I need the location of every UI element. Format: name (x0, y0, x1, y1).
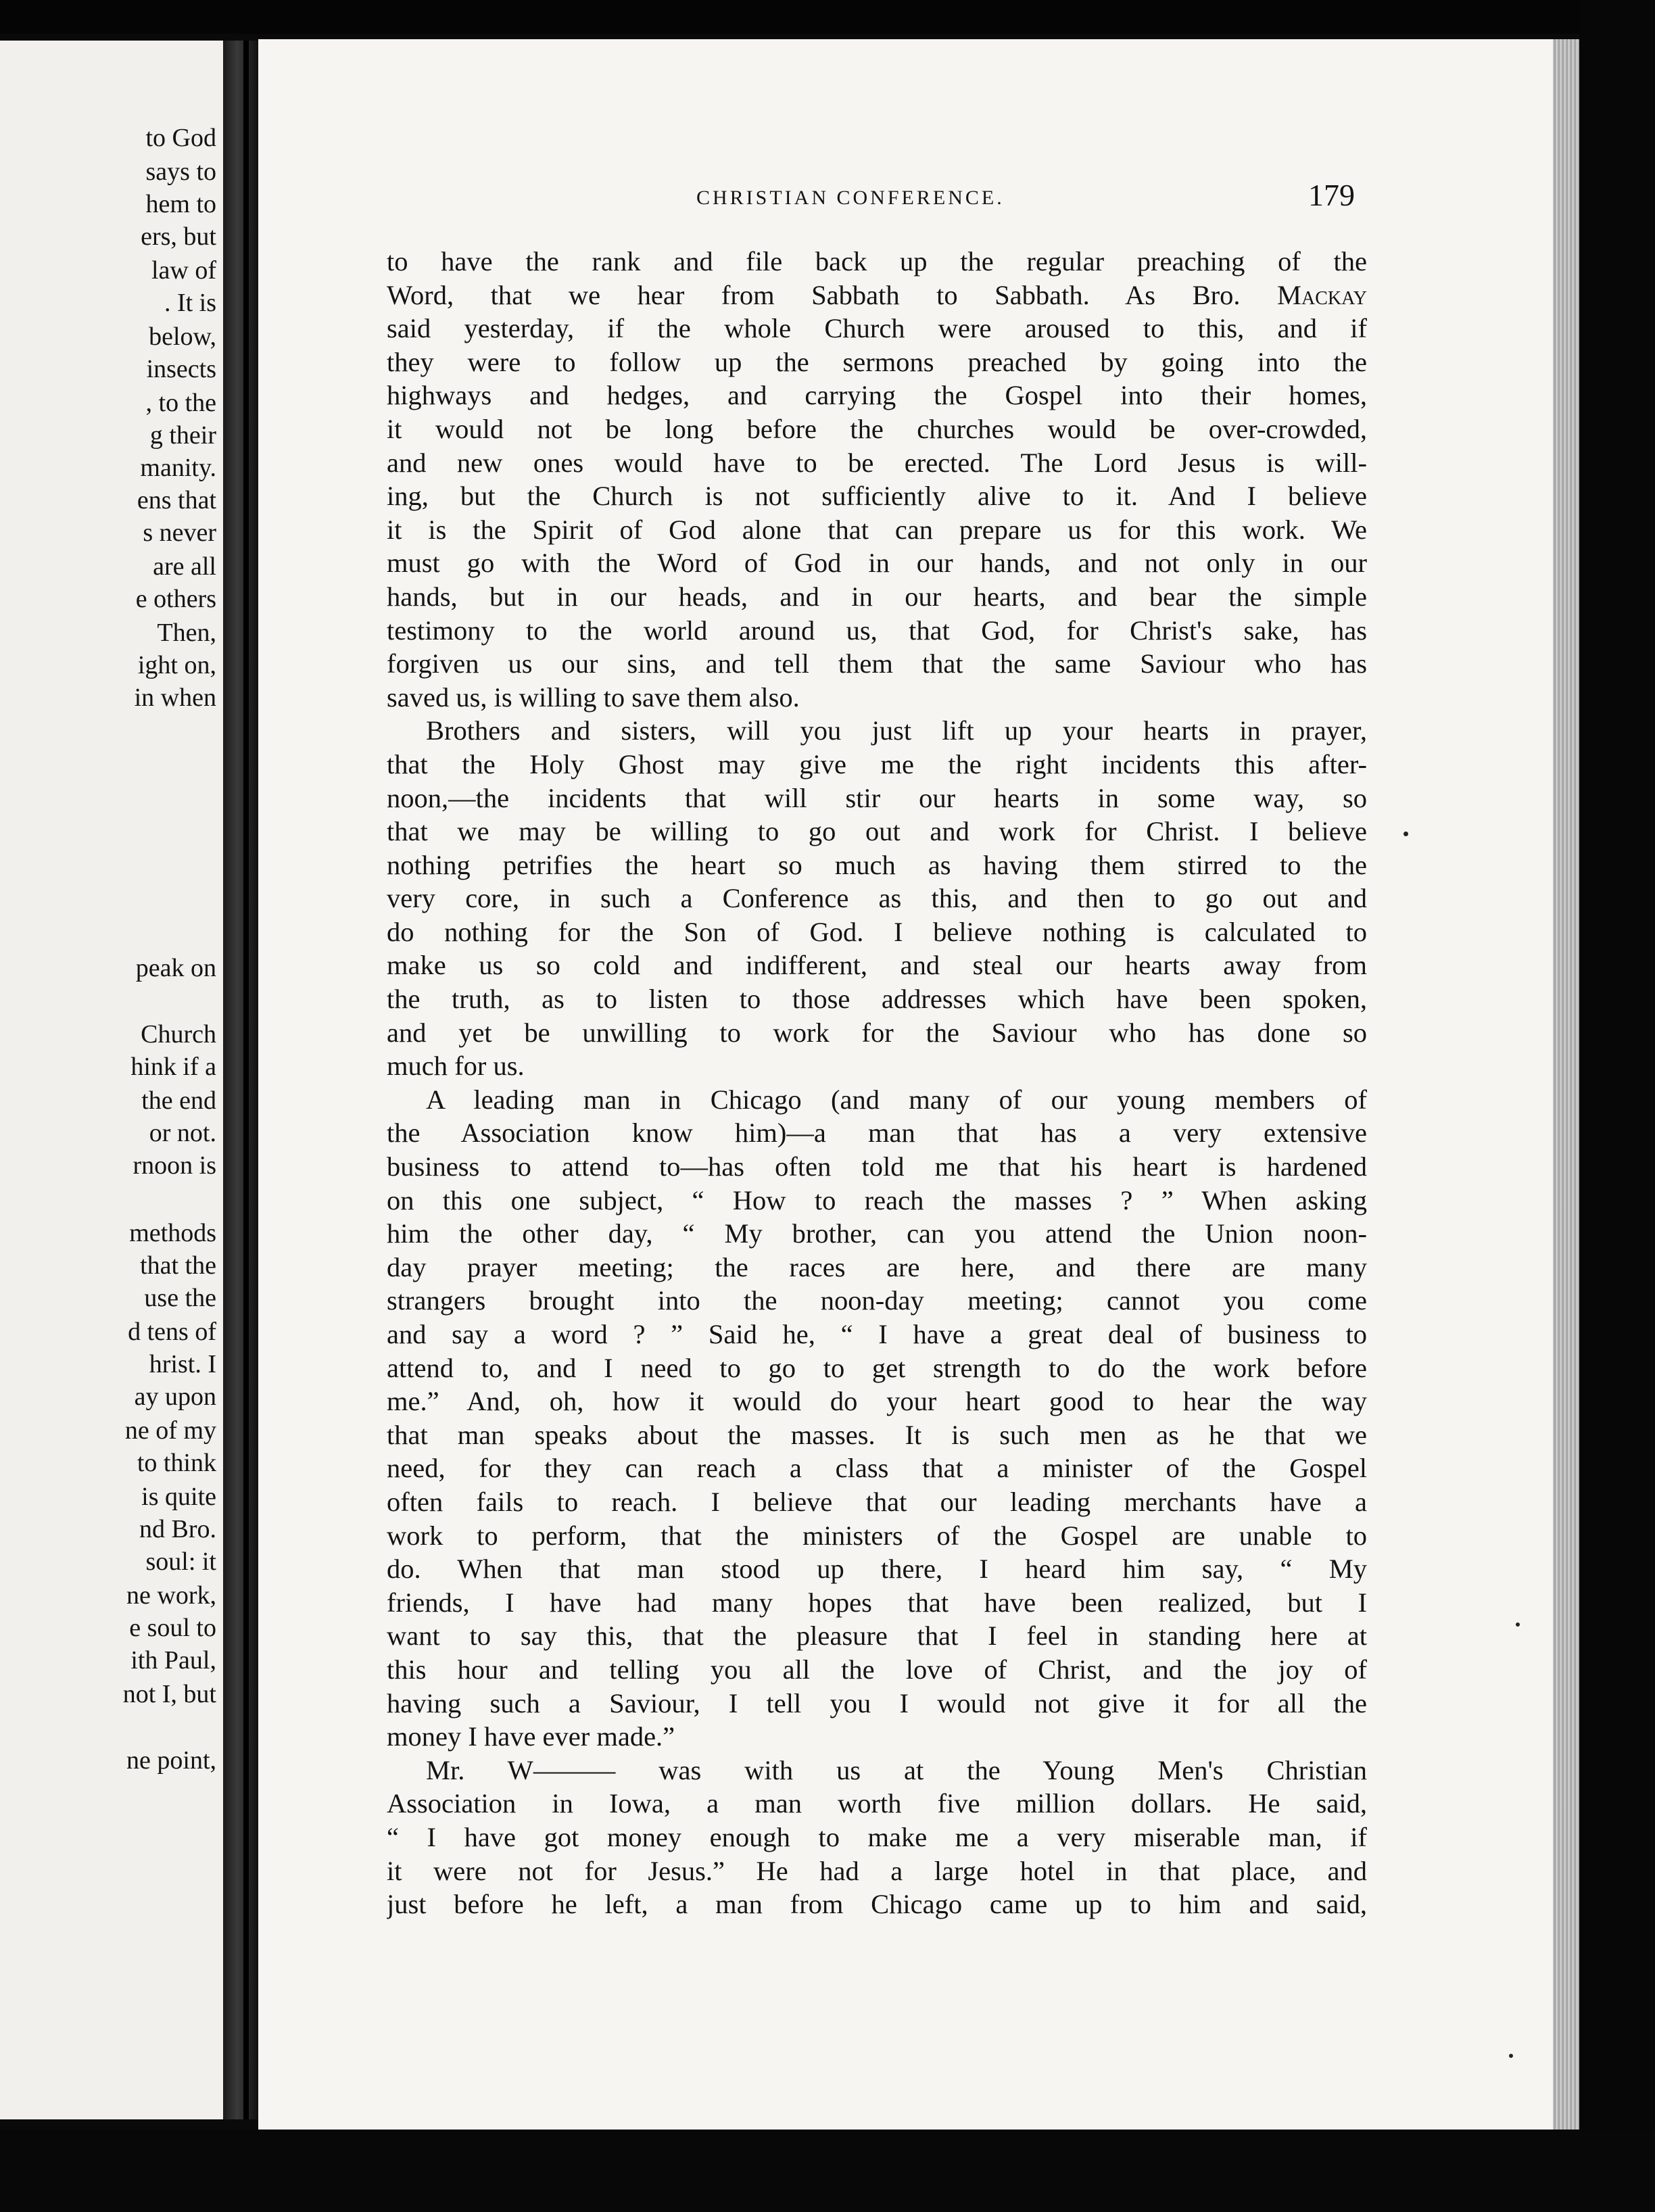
text-line (387, 982, 1367, 1016)
text-line (387, 1552, 1367, 1586)
text-segment: do nothing for the Son of God. I believe nothing is calculated to (387, 916, 1367, 947)
text-line (387, 1720, 1367, 1754)
left-page-fragment: hem to (145, 190, 216, 218)
text-segment: money I have ever made.” (387, 1721, 675, 1752)
text-line (387, 1016, 1367, 1050)
text-line (387, 1888, 1367, 1921)
text-line (387, 345, 1367, 379)
text-line (387, 1619, 1367, 1653)
scan-frame-top (0, 0, 1655, 34)
text-segment: just before he left, a man from Chicago came up to him and said, (387, 1889, 1367, 1920)
text-line (387, 1284, 1367, 1318)
left-page-fragment: Church (141, 1020, 216, 1049)
text-segment: day prayer meeting; the races are here, and there are many (387, 1251, 1367, 1282)
text-line (387, 1418, 1367, 1452)
text-line (387, 546, 1367, 580)
text-line (387, 1318, 1367, 1351)
left-page-fragment: use the (144, 1284, 216, 1312)
text-line (387, 1754, 1367, 1787)
text-segment: need, for they can reach a class that a minister of the Gospel (387, 1453, 1367, 1484)
left-page-fragment: s never (143, 519, 216, 547)
left-page-fragment: hink if a (130, 1053, 216, 1081)
text-line (387, 1184, 1367, 1218)
left-page-fragment: law of (151, 256, 216, 285)
text-line (387, 1485, 1367, 1519)
text-line (387, 446, 1367, 480)
left-page-fragment: is quite (141, 1483, 216, 1511)
left-page-fragment: ight on, (137, 651, 216, 679)
text-line (387, 1821, 1367, 1854)
left-page-fragment: ne work, (126, 1581, 216, 1610)
text-segment: do. When that man stood up there, I heard him say, “ My (387, 1554, 1367, 1585)
text-segment: saved us, is willing to save them also. (387, 681, 800, 713)
text-line (387, 681, 1367, 715)
text-line (387, 1385, 1367, 1418)
text-line (387, 647, 1367, 681)
text-line (387, 915, 1367, 949)
left-page-fragment: soul: it (145, 1547, 216, 1576)
book-gutter (223, 41, 258, 2119)
scan-frame-bottom (0, 2130, 1655, 2212)
text-segment: Mr. W——— was with us at the Young Men's Christian (426, 1754, 1367, 1785)
text-segment: must go with the Word of God in our hands, and not only in our (387, 548, 1367, 579)
text-segment: that man speaks about the masses. It is such men as he that we (387, 1419, 1367, 1450)
text-segment: business to attend to—has often told me that his heart is hardened (387, 1151, 1367, 1182)
small-caps-name: Mackay (1277, 279, 1367, 310)
left-page-fragment: ers, but (141, 222, 216, 251)
page-number: 179 (1308, 178, 1355, 212)
text-line (387, 882, 1367, 915)
text-segment: this hour and telling you all the love of Christ, and the joy of (387, 1654, 1367, 1685)
text-segment: the Association know him)—a man that has a very extensive (387, 1117, 1367, 1149)
left-page-fragment: insects (146, 355, 216, 383)
left-page-fragment: to God (145, 124, 216, 152)
text-segment: “ I have got money enough to make me a very miserable man, if (387, 1821, 1367, 1852)
text-segment: A leading man in Chicago (and many of our young members of (426, 1084, 1367, 1115)
left-page-fragment: Then, (157, 619, 216, 647)
text-segment: often fails to reach. I believe that our leading merchants have a (387, 1486, 1367, 1517)
left-page-fragment: are all (153, 552, 216, 581)
text-line (387, 412, 1367, 446)
text-segment: they were to follow up the sermons preached by going into the (387, 346, 1367, 377)
text-line (387, 513, 1367, 547)
text-line (387, 1854, 1367, 1888)
text-segment: noon,—the incidents that will stir our hearts in some way, so (387, 782, 1367, 813)
text-segment: Brothers and sisters, will you just lift up your hearts in prayer, (426, 715, 1367, 746)
left-page-fragment: nd Bro. (139, 1515, 216, 1543)
left-page-fragment: d tens of (128, 1318, 216, 1346)
body-text (387, 245, 1367, 1921)
page-edges (1553, 39, 1579, 2130)
text-line (387, 245, 1367, 279)
text-line (387, 312, 1367, 345)
text-segment: him the other day, “ My brother, can you attend the Union noon- (387, 1218, 1367, 1249)
left-page-fragment: e others (135, 585, 216, 613)
text-line (387, 614, 1367, 648)
text-segment: hands, but in our heads, and in our hearts, and bear the simple (387, 581, 1367, 612)
left-page-fragment: . It is (164, 289, 216, 317)
text-segment: and say a word ? ” Said he, “ I have a great deal of business to (387, 1319, 1367, 1349)
text-segment: strangers brought into the noon-day meeting; cannot you come (387, 1285, 1367, 1316)
gutter-shadow (243, 41, 249, 2119)
text-segment: it were not for Jesus.” He had a large hotel in that place, and (387, 1855, 1367, 1886)
text-line (387, 1519, 1367, 1553)
text-line (387, 948, 1367, 982)
text-line (387, 1687, 1367, 1721)
text-line (387, 1150, 1367, 1184)
left-page-fragment: the end (141, 1086, 216, 1115)
text-segment: on this one subject, “ How to reach the masses ? ” When asking (387, 1184, 1367, 1216)
text-segment: and new ones would have to be erected. The Lord Jesus is will- (387, 447, 1367, 478)
left-page-fragment: peak on (135, 954, 216, 982)
left-page-fragment: ne point, (126, 1746, 216, 1775)
text-segment: and yet be unwilling to work for the Saviour who has done so (387, 1017, 1367, 1048)
text-segment: attend to, and I need to go to get strength to do the work before (387, 1352, 1367, 1383)
left-page-fragment: says to (145, 158, 216, 186)
text-segment: said yesterday, if the whole Church were aroused to this, and if (387, 313, 1367, 344)
text-segment: very core, in such a Conference as this, and then to go out and (387, 883, 1367, 914)
text-segment: testimony to the world around us, that God, for Christ's sake, has (387, 615, 1367, 646)
text-segment: much for us. (387, 1051, 525, 1082)
text-segment: friends, I have had many hopes that have been realized, but I (387, 1587, 1367, 1618)
scan-frame-right (1579, 0, 1655, 2212)
text-line (387, 1787, 1367, 1821)
text-line (387, 1653, 1367, 1687)
left-page-fragment: in when (134, 683, 216, 712)
previous-page-strip (0, 41, 223, 2119)
text-segment: nothing petrifies the heart so much as having them stirred to the (387, 849, 1367, 880)
scan-speck (1404, 832, 1408, 836)
text-line (387, 1451, 1367, 1485)
left-page-fragment: e soul to (129, 1614, 216, 1642)
left-page-fragment: hrist. I (149, 1350, 216, 1378)
scan-speck (1516, 1622, 1520, 1627)
text-line (387, 379, 1367, 412)
text-segment: Association in Iowa, a man worth five million dollars. He said, (387, 1788, 1367, 1819)
text-line (387, 279, 1367, 312)
text-segment: work to perform, that the ministers of the Gospel are unable to (387, 1520, 1367, 1551)
text-line (387, 1351, 1367, 1385)
left-page-fragment: ith Paul, (130, 1646, 216, 1675)
text-line (387, 748, 1367, 782)
text-segment: forgiven us our sins, and tell them that the same Saviour who has (387, 648, 1367, 679)
text-line (387, 848, 1367, 882)
left-page-fragment: manity. (140, 454, 216, 482)
text-segment: to have the rank and file back up the regular preaching of the (387, 246, 1367, 276)
text-segment: want to say this, that the pleasure that I feel in standing here at (387, 1620, 1367, 1652)
text-segment: make us so cold and indifferent, and steal our hearts away from (387, 950, 1367, 981)
text-segment: that the Holy Ghost may give me the right incidents this after- (387, 748, 1367, 779)
left-page-fragment: rnoon is (133, 1151, 216, 1180)
left-page-fragment: ne of my (124, 1416, 216, 1445)
text-line (387, 782, 1367, 815)
text-line (387, 479, 1367, 513)
running-head: CHRISTIAN CONFERENCE. (696, 187, 1005, 209)
text-line (387, 1251, 1367, 1284)
text-segment: me.” And, oh, how it would do your heart good to hear the way (387, 1386, 1367, 1417)
left-page-fragment: that the (140, 1251, 216, 1280)
text-segment: Word, that we hear from Sabbath to Sabbath. As Bro. (387, 279, 1277, 310)
text-line (387, 1049, 1367, 1083)
text-line (387, 1083, 1367, 1117)
left-page-fragment: ens that (137, 486, 216, 514)
left-page-fragment: below, (149, 322, 216, 351)
text-line (387, 815, 1367, 848)
left-page-fragment: g their (149, 421, 216, 450)
left-page-fragment: to think (137, 1449, 216, 1477)
text-line (387, 1586, 1367, 1620)
text-line (387, 580, 1367, 614)
text-segment: highways and hedges, and carrying the Gospel into their homes, (387, 380, 1367, 411)
left-page-fragment: ay upon (134, 1382, 216, 1411)
left-page-fragment: methods (129, 1219, 216, 1247)
text-segment: having such a Saviour, I tell you I would not give it for all the (387, 1687, 1367, 1718)
left-page-fragment: , to the (145, 389, 216, 417)
left-page-fragment: not I, but (122, 1680, 216, 1708)
text-line (387, 1217, 1367, 1251)
left-page-fragment: or not. (149, 1119, 216, 1147)
scan-speck (1509, 2054, 1513, 2058)
text-segment: the truth, as to listen to those addresses which have been spoken, (387, 984, 1367, 1015)
text-segment: it is the Spirit of God alone that can prepare us for this work. We (387, 514, 1367, 545)
text-segment: that we may be willing to go out and work for Christ. I believe (387, 816, 1367, 847)
text-segment: ing, but the Church is not sufficiently alive to it. And I believe (387, 481, 1367, 512)
text-line (387, 1116, 1367, 1150)
text-segment: it would not be long before the churches would be over-crowded, (387, 413, 1367, 444)
text-line (387, 714, 1367, 748)
